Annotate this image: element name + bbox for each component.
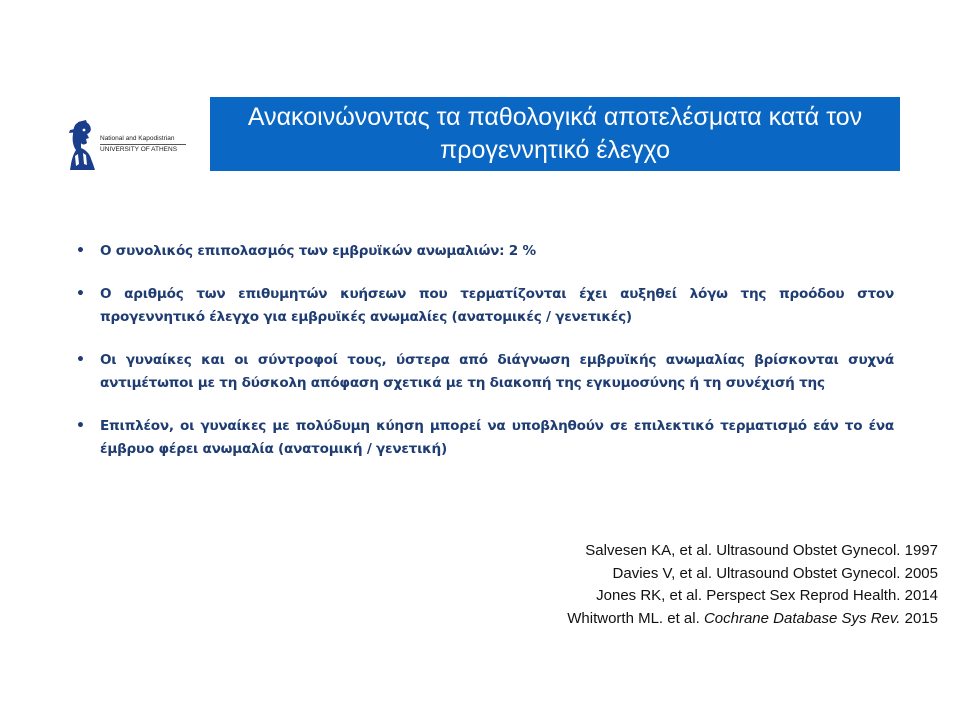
bullet-text: Ο συνολικός επιπολασμός των εμβρυϊκών ανωμαλιών: 2 % [100, 243, 536, 259]
reference-journal: Cochrane Database Sys Rev. [703, 609, 901, 627]
bullet-dot: • [76, 352, 85, 368]
bullet-dot: • [76, 286, 85, 302]
reference-item: Jones RK, et al. Perspect Sex Reprod Health. 2014 [596, 587, 938, 604]
bullet-text: Οι γυναίκες και οι σύντροφοί τους, ύστερα από διάγνωση εμβρυϊκής ανωμαλίας βρίσκονται συχνά αντιμέτωποι με τη δύσκολη απόφαση σχετικά με τη διακοπή της εγκυμοσύνης ή τη συνέχισή της [100, 352, 894, 391]
logo-divider [100, 144, 186, 145]
reference-item: Salvesen KA, et al. Ultrasound Obstet Gynecol. 1997 [585, 542, 938, 559]
bullet-item [76, 240, 894, 263]
bullet-text: Επιπλέον, οι γυναίκες με πολύδυμη κύηση μπορεί να υποβληθούν σε επιλεκτικό τερματισμό εάν το ένα έμβρυο φέρει ανωμαλία (ανατομική / γενετική) [100, 418, 894, 457]
bullet-item [76, 415, 894, 461]
references [418, 540, 938, 630]
reference-item [418, 608, 938, 631]
bullet-list [76, 240, 894, 481]
reference-authors: Whitworth ML. et al. [567, 609, 704, 627]
athena-head-icon [66, 120, 98, 170]
reference-item: Davies V, et al. Ultrasound Obstet Gynecol. 2005 [612, 564, 938, 582]
logo-line-2: UNIVERSITY OF ATHENS [100, 146, 178, 153]
bullet-item [76, 283, 894, 329]
bullet-text: Ο αριθμός των επιθυμητών κυήσεων που τερματίζονται έχει αυξηθεί λόγω της προόδου στον προγεννητικό έλεγχο για εμβρυϊκές ανωμαλίες (ανατομικές / γενετικές) [100, 286, 894, 325]
university-logo [66, 120, 190, 170]
slide-title [210, 97, 900, 171]
reference-year: 2015 [900, 609, 938, 627]
bullet-item [76, 349, 894, 395]
bullet-dot: • [76, 418, 85, 434]
title-line-2: προγεννητικό έλεγχο [439, 136, 671, 164]
title-line-1: Ανακοινώνοντας τα παθολογικά αποτελέσματα κατά τον [247, 103, 863, 131]
bullet-dot: • [76, 243, 85, 259]
logo-line-1: National and Kapodistrian [100, 135, 175, 142]
